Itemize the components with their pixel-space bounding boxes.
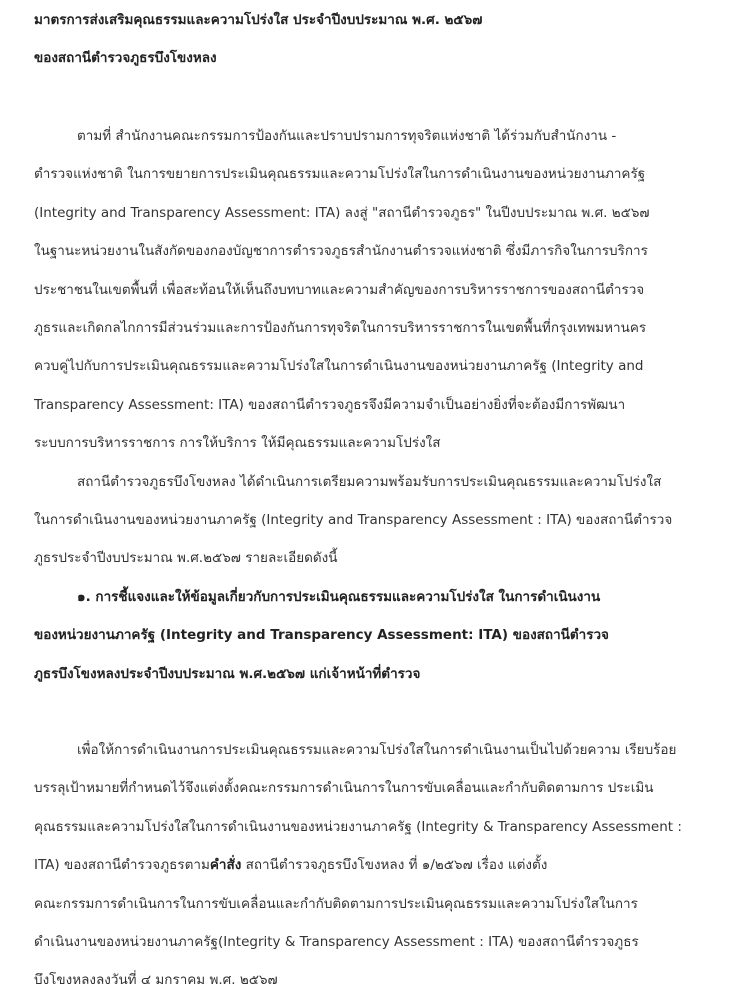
intro-line: ในฐานะหน่วยงานในสังกัดของกองบัญชาการตำรวจภูธรสำนักงานตำรวจแห่งชาติ ซึ่งมีภารกิจในการบริการ [34,243,648,259]
intro-line: ภูธรและเกิดกลไกการมีส่วนร่วมและการป้องกันการทุจริตในการบริหารราชการในเขตพื้นที่กรุงเทพมหานคร [34,320,647,336]
committee-line: ดำเนินงานของหน่วยงานภาครัฐ(Integrity & Transparency Assessment : ITA) ของสถานีตำรวจภูธร [34,934,639,950]
section-heading-line: ของหน่วยงานภาครัฐ (Integrity and Transparency Assessment: ITA) ของสถานีตำรวจ [34,627,609,643]
intro-line: (Integrity and Transparency Assessment: ITA) ลงสู่ "สถานีตำรวจภูธร" ในปีงบประมาณ พ.ศ. ๒๕๖๗ [34,205,650,221]
preparation-line: ภูธรประจำปีงบประมาณ พ.ศ.๒๕๖๗ รายละเอียดดังนี้ [34,550,338,566]
intro-line: ตำรวจแห่งชาติ ในการขยายการประเมินคุณธรรมและความโปร่งใสในการดำเนินงานของหน่วยงานภาครัฐ [34,166,646,182]
preparation-line: ในการดำเนินงานของหน่วยงานภาครัฐ (Integrity and Transparency Assessment : ITA) ของสถานีตำรวจ [34,512,673,528]
section-heading-line: ๑. การชี้แจงและให้ข้อมูลเกี่ยวกับการประเมินคุณธรรมและความโปร่งใส ในการดำเนินงาน [77,589,601,605]
committee-line [34,855,547,875]
committee-line-text: ITA) ของสถานีตำรวจภูธรตาม [34,857,210,873]
preparation-line: สถานีตำรวจภูธรบึงโขงหลง ได้ดำเนินการเตรียมความพร้อมรับการประเมินคุณธรรมและความโปร่งใส [77,474,662,490]
document-title-line-2: ของสถานีตำรวจภูธรบึงโขงหลง [34,50,217,66]
section-heading-line: ภูธรบึงโขงหลงประจำปีงบประมาณ พ.ศ.๒๕๖๗ แก่เจ้าหน้าที่ตำรวจ [34,666,421,682]
committee-line: บรรลุเป้าหมายที่กำหนดไว้จึงแต่งตั้งคณะกรรมการดำเนินการในการขับเคลื่อนและกำกับติดตามการ ประเมิน [34,780,654,796]
intro-line: ตามที่ สำนักงานคณะกรรมการป้องกันและปราบปรามการทุจริตแห่งชาติ ได้ร่วมกับสำนักงาน - [77,128,617,144]
intro-line: Transparency Assessment: ITA) ของสถานีตำรวจภูธรจึงมีความจำเป็นอย่างยิ่งที่จะต้องมีการพัฒนา [34,397,626,413]
order-keyword: คำสั่ง [209,857,242,873]
committee-line: เพื่อให้การดำเนินงานการประเมินคุณธรรมและความโปร่งใสในการดำเนินงานเป็นไปด้วยความ เรียบร้อย [77,742,677,758]
committee-line: บึงโขงหลงลงวันที่ ๔ มกราคม พ.ศ. ๒๕๖๗ [34,972,278,988]
committee-line: คุณธรรมและความโปร่งใสในการดำเนินงานของหน่วยงานภาครัฐ (Integrity & Transparency Assessment : [34,819,682,835]
committee-line: คณะกรรมการดำเนินการในการขับเคลื่อนและกำกับติดตามการประเมินคุณธรรมและความโปร่งใสในการ [34,896,638,912]
intro-line: ประชาชนในเขตพื้นที่ เพื่อสะท้อนให้เห็นถึงบทบาทและความสำคัญของการบริหารราชการของสถานีตำรวจ [34,282,645,298]
intro-line: ระบบการบริหารราชการ การให้บริการ ให้มีคุณธรรมและความโปร่งใส [34,435,441,451]
document-title-line-1: มาตรการส่งเสริมคุณธรรมและความโปร่งใส ประจำปีงบประมาณ พ.ศ. ๒๕๖๗ [34,12,483,28]
intro-line: ควบคู่ไปกับการประเมินคุณธรรมและความโปร่งใสในการดำเนินงานของหน่วยงานภาครัฐ (Integrity and [34,358,644,374]
committee-line-text: สถานีตำรวจภูธรบึงโขงหลง ที่ ๑/๒๕๖๗ เรื่อง แต่งตั้ง [241,857,548,873]
